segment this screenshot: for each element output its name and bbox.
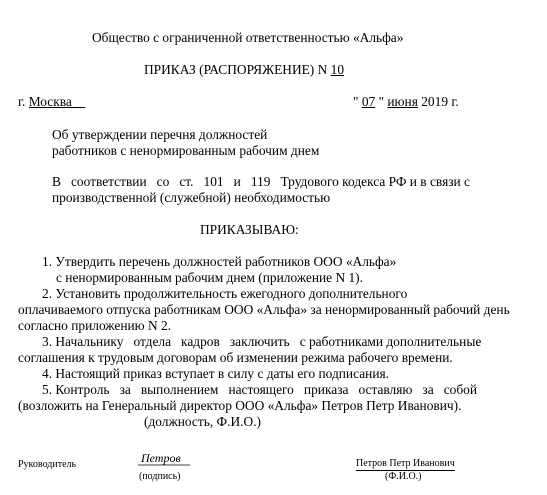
city-value: Москва (28, 94, 72, 109)
preamble-line-1: В соответствии со ст. 101 и 119 Трудового кодекса РФ и в связи с (52, 174, 470, 189)
signature-caption: (подпись) (139, 471, 181, 482)
item-1-line-1: 1. Утвердить перечень должностей работников ООО «Альфа» (42, 254, 397, 269)
city-pad (72, 94, 85, 109)
item-5-line-2: (возложить на Генеральный директор ООО «Альфа» Петров Петр Иванович). (18, 398, 462, 413)
item-5-line-1: 5. Контроль за выполнением настоящего приказа оставляю за собой (42, 382, 478, 397)
order-title-prefix: ПРИКАЗ (РАСПОРЯЖЕНИЕ) N (144, 62, 331, 77)
item-1-line-2: с ненормированным рабочим днем (приложение N 1). (56, 270, 363, 285)
item-3-line-1: 3. Начальнику отдела кадров заключить с работниками дополнительные (42, 334, 482, 349)
date-close-quote: " (375, 94, 388, 109)
head-full-name: Петров Петр Иванович (356, 458, 455, 469)
date-day: 07 (361, 94, 376, 109)
subject-line-2: работников с ненормированным рабочим днем (52, 143, 320, 158)
date-month: июня (387, 94, 418, 109)
full-name-caption: (Ф.И.О.) (385, 471, 422, 482)
signature-line (138, 447, 190, 467)
order-word: ПРИКАЗЫВАЮ: (200, 222, 299, 237)
head-label: Руководитель (18, 459, 77, 470)
city-prefix: г. (18, 94, 29, 109)
order-date (353, 94, 459, 110)
order-city (18, 94, 85, 110)
order-title (144, 62, 344, 78)
organization-name: Общество с ограниченной ответственностью «Альфа» (92, 30, 404, 45)
item-5-line-3: (должность, Ф.И.О.) (144, 414, 261, 429)
order-number: 10 (330, 62, 345, 77)
subject-line-1: Об утверждении перечня должностей (52, 127, 268, 142)
signature-handwriting: Петров (141, 451, 181, 465)
date-year: 2019 г. (417, 94, 459, 109)
item-2-line-2: оплачиваемого отпуска работникам ООО «Альфа» за ненормированный рабочий день (18, 302, 510, 317)
city-name (29, 94, 86, 109)
item-3-line-2: соглашения к трудовым договорам об изменении режима рабочего времени. (18, 350, 453, 365)
item-4-line-1: 4. Настоящий приказ вступает в силу с даты его подписания. (42, 366, 389, 381)
item-2-line-1: 2. Установить продолжительность ежегодного дополнительного (42, 286, 408, 301)
date-open-quote: " (353, 94, 362, 109)
preamble-line-2: производственной (служебной) необходимостью (52, 190, 331, 205)
item-2-line-3: согласно приложению N 2. (18, 318, 172, 333)
